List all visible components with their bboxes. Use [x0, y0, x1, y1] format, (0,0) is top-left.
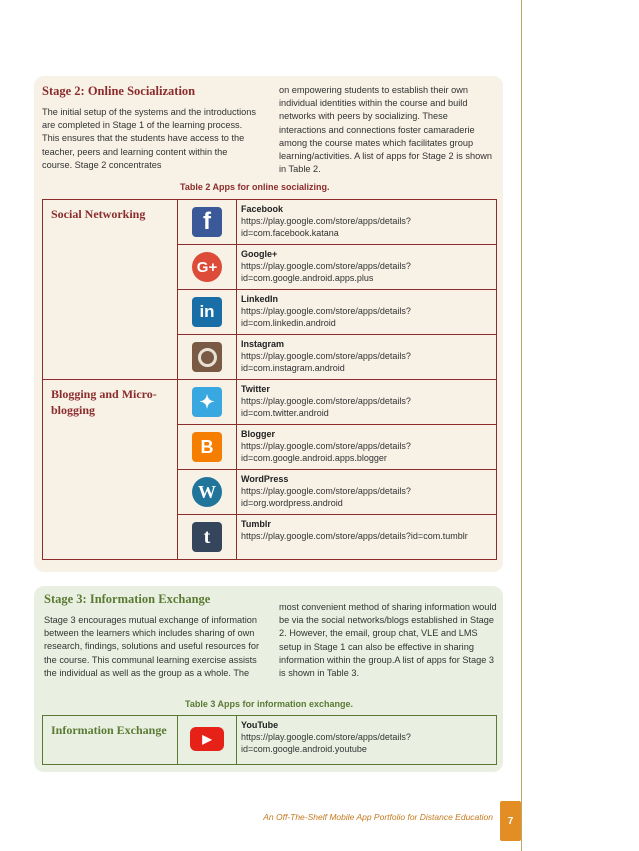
- stage2-left-paragraph: The initial setup of the systems and the introductions are completed in Stage 1 of the learning process. This ensures that the students have access to the teacher, peers and learning content within the course. Stage 2 concentrates: [42, 107, 256, 170]
- app-name: Twitter: [241, 384, 270, 394]
- app-url[interactable]: https://play.google.com/store/apps/details?id=org.wordpress.android: [241, 486, 411, 508]
- table2: [42, 199, 497, 560]
- app-cell-facebook: [237, 200, 497, 245]
- app-url[interactable]: https://play.google.com/store/apps/details?id=com.linkedin.android: [241, 306, 411, 328]
- app-name: Tumblr: [241, 519, 271, 529]
- tumblr-icon[interactable]: t: [192, 522, 222, 552]
- app-url[interactable]: https://play.google.com/store/apps/details?id=com.google.android.youtube: [241, 732, 411, 754]
- blogger-icon[interactable]: B: [192, 432, 222, 462]
- app-name: Blogger: [241, 429, 276, 439]
- stage2-title: Stage 2: Online Socialization: [42, 84, 196, 98]
- app-name: WordPress: [241, 474, 289, 484]
- category-cell: [43, 200, 178, 380]
- youtube-icon[interactable]: ▶: [190, 727, 224, 751]
- stage3-left-paragraph: Stage 3 encourages mutual exchange of information between the learners which includes sharing of own research, findings, solutions and useful resources for the course. This communal learning exercise assists the individual as well as the group as a whole. The: [44, 615, 260, 678]
- linkedin-icon[interactable]: in: [192, 297, 222, 327]
- app-cell-wordpress: [237, 470, 497, 515]
- app-cell-tumblr: [237, 515, 497, 560]
- table3-caption: Table 3 Apps for information exchange.: [185, 699, 354, 709]
- table2-caption: Table 2 Apps for online socializing.: [180, 182, 330, 192]
- stage2-right-paragraph: on empowering students to establish their own individual identities within the course and build networks with peers by socializing. These interactions and connections foster camaraderie among the course mates which facilitates group learning/activities. A list of apps for Stage 2 is shown in Table 2.: [279, 85, 492, 175]
- twitter-icon[interactable]: ✦: [192, 387, 222, 417]
- category-social-networking: Social Networking: [51, 207, 146, 221]
- app-url[interactable]: https://play.google.com/store/apps/details?id=com.twitter.android: [241, 396, 411, 418]
- app-cell-youtube: [237, 716, 497, 765]
- app-url[interactable]: https://play.google.com/store/apps/details?id=com.tumblr: [241, 531, 468, 541]
- app-url[interactable]: https://play.google.com/store/apps/details?id=com.google.android.apps.plus: [241, 261, 411, 283]
- app-url[interactable]: https://play.google.com/store/apps/details?id=com.instagram.android: [241, 351, 411, 373]
- instagram-icon[interactable]: [192, 342, 222, 372]
- stage3-right-paragraph: most convenient method of sharing information would be via the social networks/blogs established in Stage 2. However, the email, group chat, VLE and LMS setup in Stage 1 can also be effective in sharing information within the group.A list of apps for Stage 3 is shown in Table 3.: [279, 602, 497, 679]
- wordpress-icon[interactable]: W: [192, 477, 222, 507]
- app-name: LinkedIn: [241, 294, 279, 304]
- google-plus-icon[interactable]: G+: [192, 252, 222, 282]
- category-information-exchange: Information Exchange: [51, 723, 167, 737]
- app-cell-twitter: [237, 380, 497, 425]
- app-url[interactable]: https://play.google.com/store/apps/details?id=com.google.android.apps.blogger: [241, 441, 411, 463]
- category-cell: [43, 716, 178, 765]
- app-name: YouTube: [241, 720, 279, 730]
- table3: [42, 715, 497, 765]
- app-name: Instagram: [241, 339, 285, 349]
- category-cell: [43, 380, 178, 560]
- app-url[interactable]: https://play.google.com/store/apps/details?id=com.facebook.katana: [241, 216, 411, 238]
- app-cell-linkedin: [237, 290, 497, 335]
- footer-title: An Off-The-Shelf Mobile App Portfolio for Distance Education: [263, 812, 493, 822]
- facebook-icon[interactable]: f: [192, 207, 222, 237]
- app-cell-blogger: [237, 425, 497, 470]
- category-blogging: Blogging and Micro-blogging: [51, 387, 157, 417]
- app-name: Facebook: [241, 204, 284, 214]
- app-name: Google+: [241, 249, 278, 259]
- page-number: 7: [500, 801, 521, 841]
- stage3-title: Stage 3: Information Exchange: [44, 592, 211, 606]
- app-cell-instagram: [237, 335, 497, 380]
- app-cell-google-plus: [237, 245, 497, 290]
- margin-rule: [521, 0, 522, 851]
